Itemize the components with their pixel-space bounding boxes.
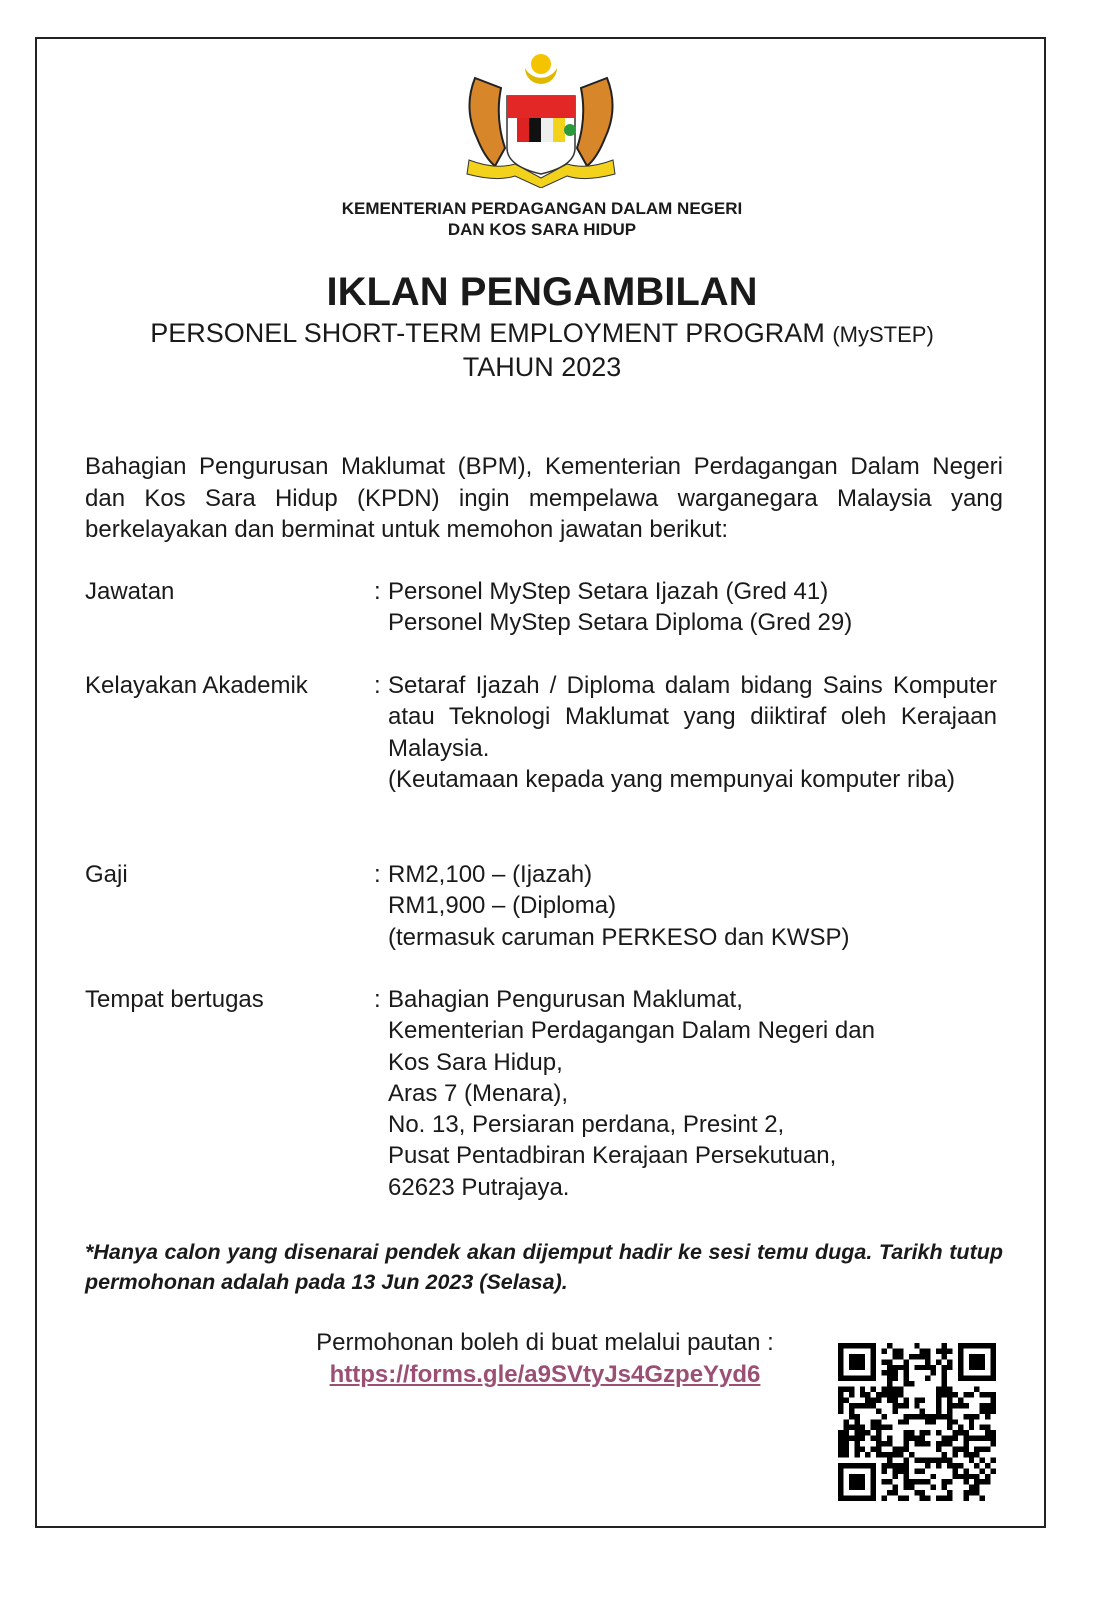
colon: : (374, 861, 381, 888)
value-line: 62623 Putrajaya. (388, 1173, 570, 1201)
program-subtitle (0, 318, 1084, 349)
detail-label: Tempat bertugas (85, 986, 264, 1013)
apply-section (250, 1327, 840, 1391)
value-line: RM2,100 – (Ijazah) (388, 861, 593, 888)
detail-value (388, 984, 997, 1203)
detail-value (388, 859, 997, 953)
program-year: TAHUN 2023 (462, 352, 622, 382)
detail-label: Kelayakan Akademik (85, 672, 308, 699)
subtitle-text: PERSONEL SHORT-TERM EMPLOYMENT PROGRAM (150, 318, 825, 348)
value-line: (termasuk caruman PERKESO dan KWSP) (388, 923, 850, 951)
qr-code[interactable] (838, 1343, 996, 1501)
value-line: RM1,900 – (Diploma) (388, 892, 617, 920)
colon: : (374, 672, 381, 699)
shortlist-note: *Hanya calon yang disenarai pendek akan dijemput hadir ke sesi temu duga. Tarikh tutup permohonan adalah pada 13 Jun 2023 (Selasa). (85, 1240, 1003, 1294)
value-line: No. 13, Persiaran perdana, Presint 2, (388, 1111, 785, 1139)
value-text: Setaraf Ijazah / Diploma dalam bidang Sains Komputer atau Teknologi Maklumat yang diiktiraf oleh Kerajaan Malaysia. (388, 672, 997, 762)
intro-paragraph: Bahagian Pengurusan Maklumat (BPM), Kementerian Perdagangan Dalam Negeri dan Kos Sara Hidup (KPDN) ingin mempelawa warganegara Malaysia yang berkelayakan dan berminat untuk memohon jawatan berikut: (85, 453, 1003, 543)
ministry-name-line1: KEMENTERIAN PERDAGANGAN DALAM NEGERI (341, 199, 743, 218)
page-title: IKLAN PENGAMBILAN (326, 270, 758, 314)
value-line: Kos Sara Hidup, (388, 1048, 563, 1076)
value-line: Bahagian Pengurusan Maklumat, (388, 986, 743, 1013)
ministry-name-line2: DAN KOS SARA HIDUP (447, 220, 637, 239)
subtitle-abbr: (MySTEP) (832, 322, 934, 347)
detail-label: Gaji (85, 861, 128, 888)
apply-text: Permohonan boleh di buat melalui pautan : (316, 1329, 774, 1356)
detail-label: Jawatan (85, 578, 175, 605)
value-note: (Keutamaan kepada yang mempunyai komputer riba) (388, 765, 955, 793)
value-line: Kementerian Perdagangan Dalam Negeri dan (388, 1017, 875, 1045)
application-link[interactable]: https://forms.gle/a9SVtyJs4GzpeYyd6 (329, 1361, 761, 1388)
value-line: Personel MyStep Setara Diploma (Gred 29) (388, 609, 853, 637)
value-line: Aras 7 (Menara), (388, 1079, 569, 1107)
colon: : (374, 986, 381, 1013)
coat-of-arms-logo (455, 48, 627, 188)
colon: : (374, 578, 381, 605)
value-line: Pusat Pentadbiran Kerajaan Persekutuan, (388, 1142, 837, 1170)
detail-value (388, 670, 997, 795)
value-line: Personel MyStep Setara Ijazah (Gred 41) (388, 578, 829, 605)
detail-value (388, 576, 997, 639)
